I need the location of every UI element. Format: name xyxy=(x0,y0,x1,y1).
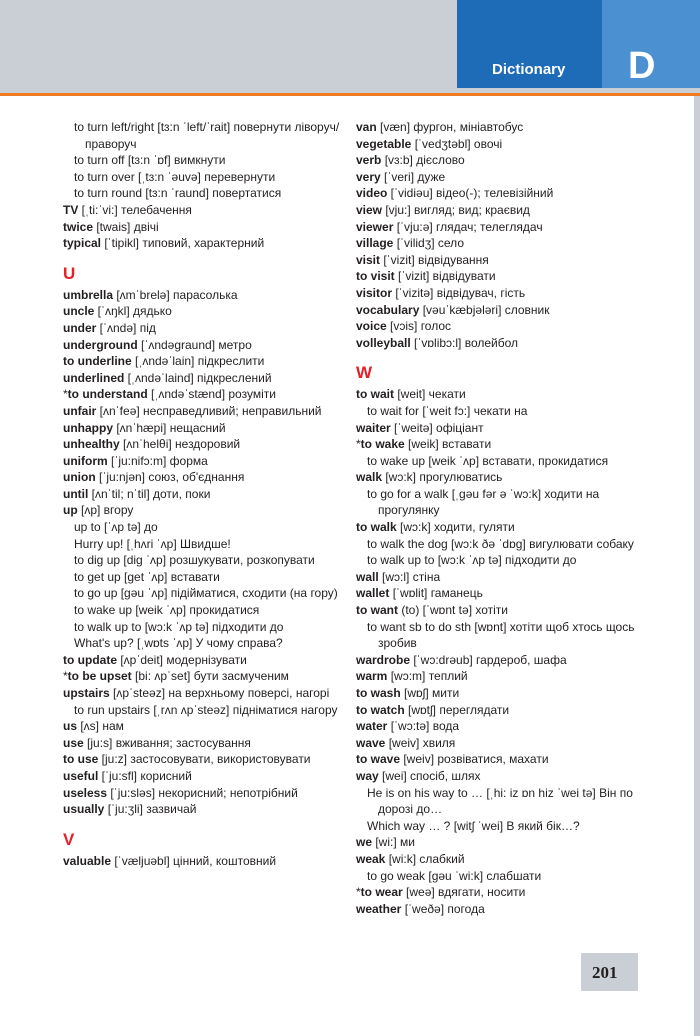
headword: to update xyxy=(63,652,117,667)
headword: vegetable xyxy=(356,136,412,151)
dictionary-entry xyxy=(63,303,348,320)
entry-text: [ʌmˈbrelə] парасолька xyxy=(113,287,238,302)
entry-text: [ˌti:ˈvi:] телебачення xyxy=(78,202,192,217)
entry-text: [wei] спосіб, шлях xyxy=(378,768,481,783)
dictionary-subentry xyxy=(63,635,348,652)
dictionary-entry xyxy=(356,119,656,136)
entry-text: to go for a walk [ˌgəu fər ə ˈwɔ:k] ходити на прогулянку xyxy=(367,486,600,518)
page-number: 201 xyxy=(592,963,618,982)
dictionary-entry xyxy=(63,436,348,453)
headword: warm xyxy=(356,669,388,684)
entry-text: [ˌʌndəˈlain] підкреслити xyxy=(131,354,265,369)
entry-text: [ˈveri] дуже xyxy=(380,169,446,184)
right-column xyxy=(356,119,656,917)
headword: wallet xyxy=(356,586,390,601)
dictionary-subentry xyxy=(63,169,348,186)
entry-text: to get up [get ˈʌp] вставати xyxy=(74,569,220,584)
dictionary-entry xyxy=(63,420,348,437)
dictionary-subentry xyxy=(63,702,348,719)
headword: weak xyxy=(356,851,386,866)
dictionary-subentry xyxy=(63,619,348,636)
entry-text: [ˈwɒlit] гаманець xyxy=(389,586,483,601)
dictionary-subentry xyxy=(356,536,656,553)
headword: walk xyxy=(356,470,383,485)
headword: to wear xyxy=(360,885,403,900)
entry-text: [ˌʌndəˈstænd] розуміти xyxy=(147,387,276,402)
dictionary-subentry xyxy=(356,552,656,569)
dictionary-entry xyxy=(356,268,656,285)
dictionary-subentry xyxy=(356,785,656,818)
letter-tab xyxy=(602,0,700,88)
entry-text: [ˈvizit] відвідування xyxy=(380,252,489,267)
entry-text: [ʌs] нам xyxy=(77,719,124,734)
dictionary-entry xyxy=(356,585,656,602)
entry-text: to turn left/right [tɜ:n ˈleft/ˈrait] повернути ліворуч/праворуч xyxy=(74,120,340,151)
headword: unhappy xyxy=(63,420,113,435)
dictionary-subentry xyxy=(356,868,656,885)
headword: up xyxy=(63,503,78,518)
entry-text: to dig up [dig ˈʌp] розшукувати, розкопувати xyxy=(74,553,315,568)
headword: wall xyxy=(356,569,379,584)
entry-text: [ʌnˈhæpi] нещасний xyxy=(113,420,226,435)
headword: umbrella xyxy=(63,287,114,302)
headword: very xyxy=(356,169,381,184)
entry-text: [ʌp] вгору xyxy=(77,503,134,518)
headword: village xyxy=(356,236,394,251)
dictionary-entry xyxy=(63,320,348,337)
entry-text: [vɔis] голос xyxy=(386,319,452,334)
entry-text: [wi:k] слабкий xyxy=(385,851,465,866)
dictionary-entry xyxy=(63,287,348,304)
headword: to want xyxy=(356,603,398,618)
headword: to underline xyxy=(63,354,132,369)
headword: visit xyxy=(356,252,381,267)
headword: twice xyxy=(63,219,94,234)
dictionary-entry xyxy=(63,502,348,519)
dictionary-entry xyxy=(356,834,656,851)
entry-text: [ˈvæljuəbl] цінний, коштовний xyxy=(111,853,277,868)
entry-text: [wɔ:k] ходити, гуляти xyxy=(396,520,515,535)
dictionary-entry xyxy=(356,219,656,236)
entry-text: to walk up to [wɔ:k ˈʌp tə] підходити до xyxy=(367,553,577,568)
headword: way xyxy=(356,768,379,783)
dictionary-entry xyxy=(356,235,656,252)
dictionary-entry xyxy=(63,685,348,702)
entry-text: to go up [gəu ˈʌp] підійматися, сходити (на гору) xyxy=(74,586,338,601)
entry-marker: * xyxy=(356,885,361,900)
dictionary-entry xyxy=(63,652,348,669)
entry-text: to walk up to [wɔ:k ˈʌp tə] підходити до xyxy=(74,619,284,634)
headword: wardrobe xyxy=(356,652,411,667)
dictionary-entry xyxy=(356,136,656,153)
headword: visitor xyxy=(356,285,393,300)
dictionary-entry xyxy=(63,453,348,470)
headword: volleyball xyxy=(356,335,411,350)
entry-text: [ˈvju:ə] глядач; телеглядач xyxy=(393,219,543,234)
dictionary-subentry xyxy=(63,519,348,536)
entry-text: [ʌnˈhelθi] нездоровий xyxy=(119,437,241,452)
entry-text: [ˈju:sləs] некорисний; непотрібний xyxy=(107,785,298,800)
entry-text: What's up? [ˌwɒts ˈʌp] У чому справа? xyxy=(74,636,283,651)
dictionary-entry xyxy=(63,486,348,503)
entry-text: [ˈwɔ:tə] вода xyxy=(387,719,460,734)
headword: uniform xyxy=(63,453,108,468)
headword: TV xyxy=(63,202,79,217)
entry-text: [weiv] хвиля xyxy=(385,735,456,750)
entry-text: [wɔ:m] теплий xyxy=(387,669,468,684)
entry-marker: * xyxy=(356,437,361,452)
side-bar xyxy=(694,96,700,1036)
dictionary-entry xyxy=(356,768,656,785)
headword: to watch xyxy=(356,702,405,717)
dictionary-subentry xyxy=(63,185,348,202)
dictionary-entry xyxy=(356,252,656,269)
headword: underground xyxy=(63,337,138,352)
entry-text: [ˈʌndə] під xyxy=(96,320,156,335)
dictionary-entry xyxy=(356,420,656,437)
entry-text: up to [ˈʌp tə] до xyxy=(74,520,158,535)
dictionary-entry xyxy=(63,718,348,735)
entry-text: [weə] вдягати, носити xyxy=(402,885,526,900)
dictionary-entry xyxy=(356,469,656,486)
dictionary-entry xyxy=(356,436,656,453)
section-tab xyxy=(457,0,602,88)
dictionary-subentry xyxy=(356,486,656,519)
headword: weather xyxy=(356,901,402,916)
entry-text: [twais] двічі xyxy=(93,219,159,234)
letter-heading: V xyxy=(63,829,75,849)
entry-text: [ʌpˈdeit] модернізувати xyxy=(117,652,247,667)
entry-text: [ju:s] вживання; застосування xyxy=(83,735,251,750)
dictionary-entry xyxy=(63,751,348,768)
entry-text: [ˈju:sfl] корисний xyxy=(98,768,192,783)
dictionary-subentry xyxy=(63,536,348,553)
entry-text: [ˈvizit] відвідувати xyxy=(394,269,496,284)
entry-marker: * xyxy=(63,669,68,684)
letter-heading: U xyxy=(63,263,76,283)
dictionary-subentry xyxy=(63,119,348,152)
dictionary-entry xyxy=(356,152,656,169)
dictionary-subentry xyxy=(63,569,348,586)
headword: view xyxy=(356,202,383,217)
entry-text: [ˈʌndəgraund] метро xyxy=(137,337,252,352)
entry-text: to wake up [weik ˈʌp] прокидатися xyxy=(74,603,260,618)
headword: we xyxy=(356,835,373,850)
entry-text: [weit] чекати xyxy=(394,387,466,402)
dictionary-entry xyxy=(356,169,656,186)
headword: useful xyxy=(63,768,99,783)
dictionary-entry xyxy=(356,302,656,319)
dictionary-subentry xyxy=(63,552,348,569)
dictionary-entry xyxy=(356,901,656,918)
entry-text: [wi:] ми xyxy=(372,835,415,850)
entry-text: [ˌʌndəˈlaind] підкреслений xyxy=(124,370,272,385)
entry-text: [weiv] розвіватися, махати xyxy=(400,752,549,767)
headword: typical xyxy=(63,236,102,251)
headword: viewer xyxy=(356,219,394,234)
dictionary-entry xyxy=(356,519,656,536)
dictionary-entry xyxy=(63,202,348,219)
dictionary-entry xyxy=(356,668,656,685)
dictionary-entry xyxy=(63,735,348,752)
dictionary-entry xyxy=(356,718,656,735)
headword: video xyxy=(356,186,388,201)
headword: vocabulary xyxy=(356,302,420,317)
dictionary-entry xyxy=(356,602,656,619)
dictionary-subentry xyxy=(356,403,656,420)
headword: uncle xyxy=(63,304,95,319)
entry-text: [ʌnˈtil; nˈtil] доти, поки xyxy=(88,486,211,501)
headword: wave xyxy=(356,735,386,750)
dictionary-subentry xyxy=(356,453,656,470)
entry-text: [ˈwɔ:drəub] гардероб, шафа xyxy=(410,652,567,667)
dictionary-entry xyxy=(356,851,656,868)
dictionary-entry xyxy=(356,386,656,403)
entry-text: [ˈvizitə] відвідувач, гість xyxy=(392,285,526,300)
entry-text: [ˈʌŋkl] дядько xyxy=(94,304,172,319)
headword: to wait xyxy=(356,387,394,402)
section-title: Dictionary xyxy=(492,61,566,78)
headword: under xyxy=(63,320,97,335)
headword: water xyxy=(356,719,388,734)
entry-text: [weik] вставати xyxy=(404,437,492,452)
headword: to wake xyxy=(360,437,405,452)
headword: useless xyxy=(63,785,108,800)
dictionary-entry xyxy=(356,751,656,768)
dictionary-entry xyxy=(356,884,656,901)
dictionary-entry xyxy=(63,235,348,252)
entry-text: to turn off [tɜ:n ˈɒf] вимкнути xyxy=(74,153,226,168)
headword: use xyxy=(63,735,84,750)
dictionary-entry xyxy=(356,652,656,669)
section-letter: D xyxy=(628,45,656,87)
dictionary-entry xyxy=(63,801,348,818)
entry-text: [ˈvɒlibɔ:l] волейбол xyxy=(410,335,519,350)
entry-text: [wɔ:k] прогулюватись xyxy=(382,470,503,485)
entry-text: [ˈju:nifɔ:m] форма xyxy=(107,453,208,468)
entry-marker: * xyxy=(63,387,68,402)
entry-text: [ʌpˈsteəz] на верхньому поверсі, нагорі xyxy=(109,686,330,700)
headword: waiter xyxy=(356,420,391,435)
dictionary-subentry xyxy=(63,585,348,602)
entry-text: to walk the dog [wɔ:k ðə ˈdɒg] вигулювати собаку xyxy=(367,536,634,551)
dictionary-entry xyxy=(356,285,656,302)
dictionary-entry xyxy=(63,403,348,420)
entry-text: Hurry up! [ˌhʌri ˈʌp] Швидше! xyxy=(74,536,231,551)
entry-text: [ˈweitə] офіціант xyxy=(390,420,484,435)
entry-text: [ju:z] застосовувати, використовувати xyxy=(98,752,311,767)
dictionary-entry xyxy=(63,469,348,486)
entry-text: to wait for [ˈweit fɔ:] чекати на xyxy=(367,403,528,418)
entry-text: [ˈtipikl] типовий, характерний xyxy=(101,236,265,251)
dictionary-subentry xyxy=(356,818,656,835)
dictionary-subentry xyxy=(63,602,348,619)
dictionary-entry xyxy=(63,219,348,236)
entry-text: [ˈweðə] погода xyxy=(401,901,485,916)
dictionary-entry xyxy=(356,318,656,335)
entry-text: to want sb to do sth [wɒnt] хотіти щоб хтось щось зробив xyxy=(367,619,635,651)
dictionary-entry xyxy=(356,335,656,352)
entry-text: [wɔ:l] стіна xyxy=(378,569,441,584)
dictionary-subentry xyxy=(63,152,348,169)
headword: verb xyxy=(356,153,382,168)
entry-text: [ˈju:njən] союз, об'єднання xyxy=(95,470,245,485)
headword: valuable xyxy=(63,853,112,868)
entry-text: to go weak [gəu ˈwi:k] слабшати xyxy=(367,868,542,883)
entry-text: to turn round [tɜ:n ˈraund] повертатися xyxy=(74,186,282,201)
dictionary-entry xyxy=(356,702,656,719)
headword: until xyxy=(63,486,89,501)
headword: to understand xyxy=(67,387,148,402)
entry-text: [bi: ʌpˈset] бути засмученим xyxy=(131,669,289,684)
dictionary-entry xyxy=(63,337,348,354)
headword: union xyxy=(63,470,96,485)
headword: to be upset xyxy=(67,669,132,684)
entry-text: [ʌnˈfeə] несправедливий; неправильний xyxy=(96,403,322,418)
headword: to use xyxy=(63,752,99,767)
entry-text: [væn] фургон, мініавтобус xyxy=(376,120,524,134)
entry-text: [vəuˈkæbjələri] словник xyxy=(419,302,550,317)
dictionary-entry xyxy=(356,685,656,702)
headword: van xyxy=(356,120,377,134)
entry-text: [wɒtʃ] переглядати xyxy=(404,702,510,717)
headword: usually xyxy=(63,802,105,817)
dictionary-entry xyxy=(356,735,656,752)
headword: unfair xyxy=(63,403,97,418)
dictionary-entry xyxy=(63,353,348,370)
dictionary-entry xyxy=(63,386,348,403)
entry-text: [vɜ:b] дієслово xyxy=(381,153,465,168)
entry-text: to wake up [weik ˈʌp] вставати, прокидатися xyxy=(367,453,609,468)
header-rule xyxy=(0,93,700,96)
left-column xyxy=(63,119,348,869)
dictionary-entry xyxy=(63,853,348,870)
entry-text: Which way … ? [witʃ ˈwei] В який бік…? xyxy=(367,818,580,833)
entry-text: to turn over [ˌtɜ:n ˈəuvə] перевернути xyxy=(74,169,276,184)
entry-text: [ˈju:ʒli] зазвичай xyxy=(104,802,197,817)
entry-text: [vju:] вигляд; вид; краєвид xyxy=(382,202,530,217)
headword: voice xyxy=(356,319,387,334)
entry-text: (to) [ˈwɒnt tə] хотіти xyxy=(398,603,508,618)
entry-text: He is on his way to … [ˌhi: iz ɒn hiz ˈwei tə] Він по дорозі до… xyxy=(367,785,633,817)
entry-text: [ˈvilidʒ] село xyxy=(393,236,464,251)
letter-heading: W xyxy=(356,363,373,383)
dictionary-entry xyxy=(63,785,348,802)
headword: to walk xyxy=(356,520,397,535)
page-number-box xyxy=(581,953,638,991)
headword: to wave xyxy=(356,752,401,767)
headword: to wash xyxy=(356,686,401,700)
headword: us xyxy=(63,719,78,734)
headword: upstairs xyxy=(63,686,110,700)
entry-text: [ˈvidiəu] відео(-); телевізійний xyxy=(387,186,554,201)
headword: to visit xyxy=(356,269,395,284)
dictionary-entry xyxy=(356,202,656,219)
dictionary-subentry xyxy=(356,619,656,652)
entry-text: to run upstairs [ˌrʌn ʌpˈsteəz] підніматися нагору xyxy=(74,702,338,717)
dictionary-entry xyxy=(63,370,348,387)
dictionary-entry xyxy=(356,185,656,202)
dictionary-entry xyxy=(63,668,348,685)
entry-text: [ˈvedʒtəbl] овочі xyxy=(411,136,503,151)
headword: underlined xyxy=(63,370,125,385)
dictionary-entry xyxy=(63,768,348,785)
entry-text: [wɒʃ] мити xyxy=(400,686,460,700)
headword: unhealthy xyxy=(63,437,120,452)
dictionary-entry xyxy=(356,569,656,586)
